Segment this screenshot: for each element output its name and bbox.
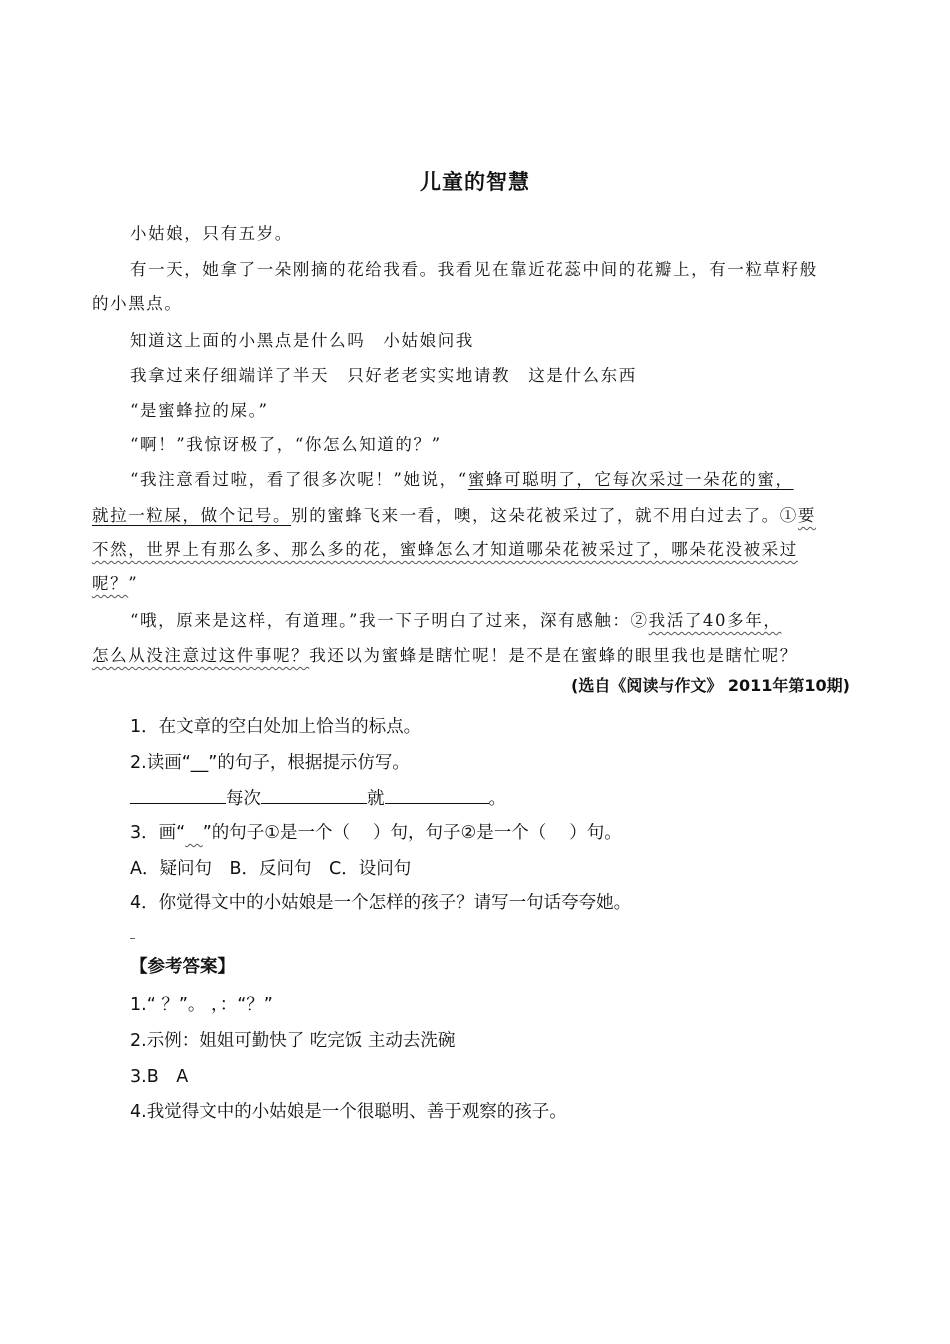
p7-text: “我注意看过啦，看了很多次呢！”她说，“ <box>130 470 468 489</box>
p8-text: “哦，原来是这样，有道理。”我一下子明白了过来，深有感触：② <box>130 611 649 630</box>
separator-mark <box>130 938 135 939</box>
article-title: 儿童的智慧 <box>420 170 530 194</box>
source-citation: (选自《阅读与作文》 2011年第10期) <box>571 676 850 695</box>
blank-1[interactable] <box>130 785 226 804</box>
paragraph-3: 知道这上面的小黑点是什么吗 小姑娘问我 <box>130 331 474 350</box>
paragraph-7-line-3 <box>92 538 872 562</box>
question-3 <box>130 820 622 846</box>
answers-heading: 【参考答案】 <box>130 957 235 977</box>
question-2-answer-line <box>130 785 506 812</box>
paragraph-4: 我拿过来仔细端详了半天 只好老老实实地请教 这是什么东西 <box>130 366 637 385</box>
wavy-sentence-1-end: 呢？ <box>92 574 129 593</box>
q3-part-b: ”的句子①是一个（ ）句，句子②是一个（ ）句。 <box>202 823 622 843</box>
answer-4: 4.我觉得文中的小姑娘是一个很聪明、善于观察的孩子。 <box>130 1102 567 1122</box>
paragraph-7-line-1 <box>130 468 872 492</box>
wavy-sentence-2: 我活了40多年， <box>648 611 782 630</box>
wavy-sentence-2-cont: 怎么从没注意过这件事呢？ <box>92 646 310 665</box>
wavy-sentence-1: 要 <box>797 506 817 525</box>
question-2: 2.读画“__”的句子，根据提示仿写。 <box>130 753 410 773</box>
q3-part-a: 3．画“ <box>130 823 186 843</box>
underlined-sentence-cont: 就拉一粒屎，做个记号。 <box>92 506 292 525</box>
paragraph-5: “是蜜蜂拉的屎。” <box>130 401 269 420</box>
q2-end: 。 <box>488 789 506 809</box>
question-1: 1．在文章的空白处加上恰当的标点。 <box>130 717 422 737</box>
wavy-mark-sample <box>185 823 203 843</box>
question-4: 4．你觉得文中的小姑娘是一个怎样的孩子？请写一句话夸夸她。 <box>130 893 632 913</box>
question-3-options: A．疑问句 B．反问句 C．设问句 <box>130 859 412 879</box>
p8-text-2: 我还以为蜜蜂是瞎忙呢！是不是在蜜蜂的眼里我也是瞎忙呢？ <box>309 646 798 665</box>
blank-2[interactable] <box>261 785 367 804</box>
paragraph-6: “啊！”我惊讶极了，“你怎么知道的？” <box>130 435 442 454</box>
paragraph-2-line-2: 的小黑点。 <box>92 294 183 313</box>
paragraph-7-line-2 <box>92 504 872 528</box>
paragraph-2-line-1: 有一天，她拿了一朵刚摘的花给我看。我看见在靠近花蕊中间的花瓣上，有一粒草籽般 <box>130 260 818 279</box>
paragraph-1: 小姑娘，只有五岁。 <box>130 224 293 243</box>
blank-3[interactable] <box>385 785 489 804</box>
underlined-sentence: 蜜蜂可聪明了，它每次采过一朵花的蜜， <box>467 470 794 489</box>
answer-2: 2.示例：姐姐可勤快了 吃完饭 主动去洗碗 <box>130 1031 456 1051</box>
q2-word-1: 每次 <box>226 789 261 809</box>
paragraph-7-line-4 <box>92 572 872 596</box>
paragraph-8-line-1 <box>130 609 872 633</box>
p7-text-2: 别的蜜蜂飞来一看，噢，这朵花被采过了，就不用白过去了。① <box>291 506 798 525</box>
wavy-sentence-1-cont: 不然，世界上有那么多、那么多的花，蜜蜂怎么才知道哪朵花被采过了，哪朵花没被采过 <box>92 540 798 559</box>
paragraph-8-line-2 <box>92 644 872 668</box>
closing-quote: ” <box>128 574 139 593</box>
q2-word-2: 就 <box>367 789 385 809</box>
answer-1: 1.“ ？”。 ，：“？” <box>130 995 273 1015</box>
answer-3: 3.B A <box>130 1067 189 1087</box>
